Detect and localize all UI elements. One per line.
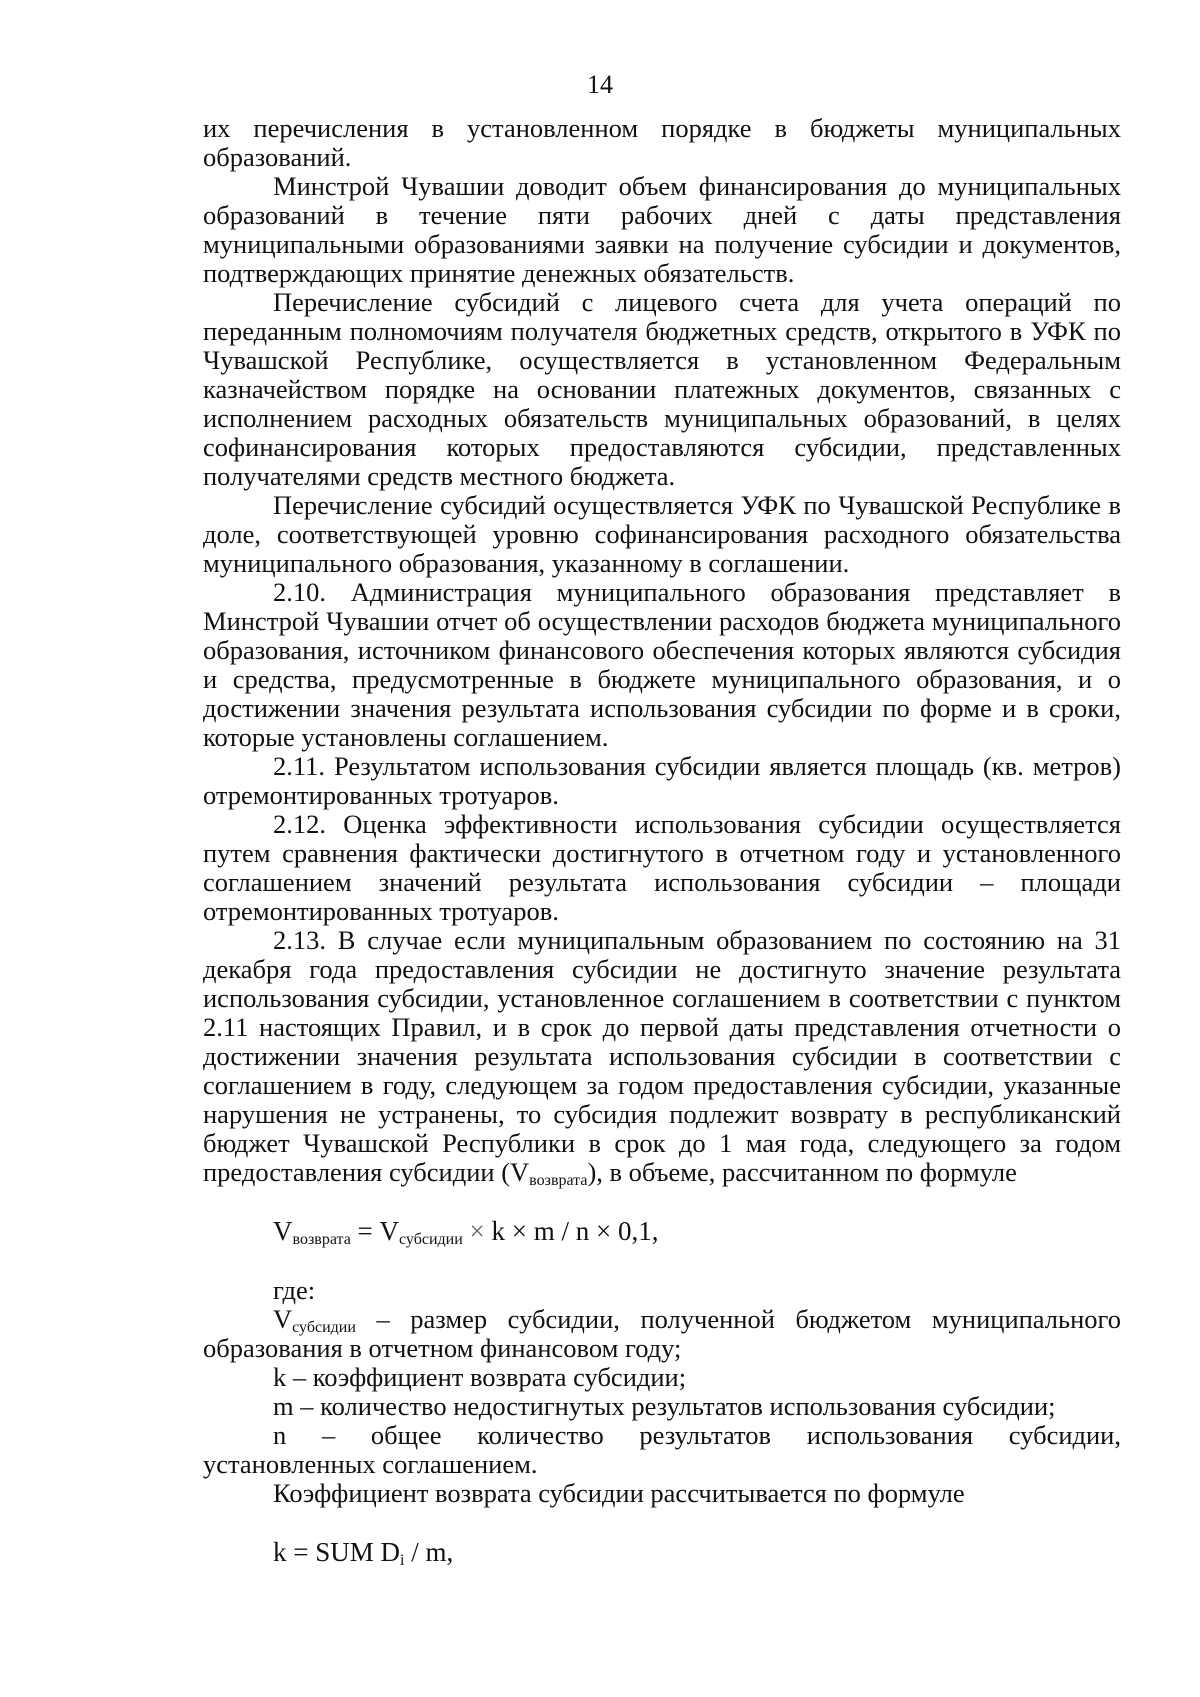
paragraph-2-13-text: 2.13. В случае если муниципальным образованием по состоянию на 31 декабря года предоставления субсидии не достигнуто значение результата использования субсидии, установленное соглашением в соответствии с пунктом 2.11 настоящих Правил, и в срок до первой даты представления отчетности о достижении значения результата использования субсидии в соответствии с соглашением в году, следующем за годом предоставления субсидии, указанные нарушения не устранены, то субсидия подлежит возврату в республиканский бюджет Чувашской Республики в срок до 1 мая года, следующего за годом предоставления субсидии (V <box>203 925 1121 1187</box>
paragraph-2-13 <box>203 926 1121 1187</box>
definition-k: k – коэффициент возврата субсидии; <box>273 1362 687 1392</box>
definition-v-symbol: V <box>273 1304 293 1334</box>
paragraph-2-13-subscript: возврата <box>529 1172 588 1189</box>
formula-coefficient-sub: i <box>400 1552 405 1569</box>
formula-coefficient <box>203 1538 1121 1567</box>
definition-v-text: – размер субсидии, полученной бюджетом муниципального образования в отчетном финансовом году; <box>203 1304 1121 1363</box>
paragraph-continuation: их перечисления в установленном порядке в бюджеты муниципальных образований. <box>203 113 1121 172</box>
paragraph-2-12: 2.12. Оценка эффективности использования субсидии осуществляется путем сравнения фактически достигнутого в отчетном году и установленного соглашением значений результата использования субсидии – площади отремонтированных тротуаров. <box>203 809 1121 926</box>
definition-v-subsidy <box>203 1305 1121 1363</box>
definition-n: n – общее количество результатов использования субсидии, установленных соглашением. <box>203 1420 1121 1479</box>
paragraph-transfer-share: Перечисление субсидий осуществляется УФК по Чувашской Республике в доле, соответствующей уровню софинансирования расходного обязательства муниципального образования, указанному в соглашении. <box>203 490 1121 578</box>
page-number: 14 <box>587 70 613 99</box>
paragraph-financing-notice: Минстрой Чувашии доводит объем финансирования до муниципальных образований в течение пяти рабочих дней с даты представления муниципальными образованиями заявки на получение субсидии и документов, подтверждающих принятие денежных обязательств. <box>203 171 1121 288</box>
paragraph-2-11: 2.11. Результатом использования субсидии является площадь (кв. метров) отремонтированных тротуаров. <box>203 751 1121 810</box>
document-body <box>203 114 1121 1567</box>
formula-coefficient-rhs: / m, <box>404 1537 454 1567</box>
formula-refund <box>203 1217 1121 1246</box>
formula-refund-sub-refund: возврата <box>292 1231 351 1248</box>
paragraph-2-10: 2.10. Администрация муниципального образования представляет в Минстрой Чувашии отчет об осуществлении расходов бюджета муниципального образования, источником финансового обеспечения которых являются субсидия и средства, предусмотренные в бюджете муниципального образования, и о достижении значения результата использования субсидии по форме и в сроки, которые установлены соглашением. <box>203 577 1121 752</box>
paragraph-2-13-tail: ), в объеме, рассчитанном по формуле <box>587 1157 1017 1187</box>
formula-refund-eq: = V <box>350 1216 400 1246</box>
formula-refund-v: V <box>273 1216 293 1246</box>
formula-refund-sub-subsidy: субсидии <box>399 1231 463 1248</box>
formula-coefficient-lhs: k = SUM D <box>273 1537 400 1567</box>
paragraph-subsidy-transfer: Перечисление субсидий с лицевого счета для учета операций по переданным полномочиям получателя бюджетных средств, открытого в УФК по Чувашской Республике, осуществляется в установленном Федеральным казначейством порядке на основании платежных документов, связанных с исполнением расходных обязательств муниципальных образований, в целях софинансирования которых предоставляются субсидии, представленных получателями средств местного бюджета. <box>203 287 1121 491</box>
definition-v-subscript: субсидии <box>292 1319 356 1336</box>
coefficient-intro: Коэффициент возврата субсидии рассчитывается по формуле <box>273 1478 965 1508</box>
formula-refund-rest: k × m / n × 0,1, <box>491 1216 659 1246</box>
definitions-where: где: <box>273 1275 316 1305</box>
definition-m: m – количество недостигнутых результатов использования субсидии; <box>273 1391 1056 1421</box>
formula-refund-times: × <box>462 1216 492 1246</box>
